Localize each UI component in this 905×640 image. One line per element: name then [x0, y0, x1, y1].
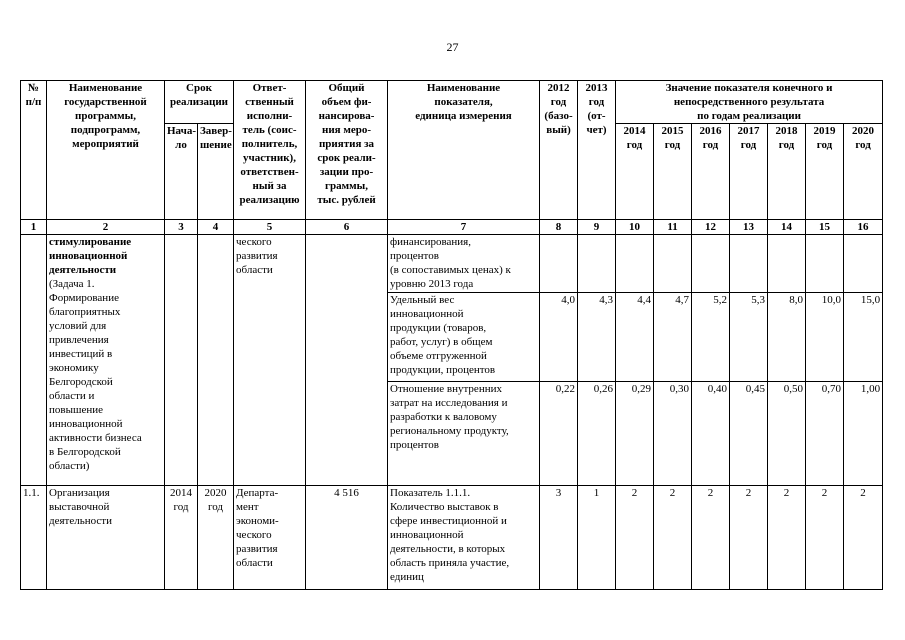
- block1-volume: [306, 235, 388, 486]
- value-cell: 0,70: [806, 382, 844, 486]
- block1-name-bold: стимулирование инновационной деятельности: [49, 236, 132, 276]
- value-cell: 1: [578, 486, 616, 590]
- header-year-2018: 2018 год: [768, 124, 806, 220]
- value-cell: [730, 235, 768, 293]
- value-cell: 2: [844, 486, 883, 590]
- column-number: 5: [234, 220, 306, 235]
- value-cell: 4,3: [578, 293, 616, 382]
- table-row: [21, 486, 883, 590]
- value-cell: 1,00: [844, 382, 883, 486]
- value-cell: 0,30: [654, 382, 692, 486]
- row-1-1-volume: 4 516: [306, 486, 388, 590]
- value-cell: 2: [806, 486, 844, 590]
- row-1-1-end: 2020 год: [198, 486, 234, 590]
- block1-name: [47, 235, 165, 486]
- block1-start: [165, 235, 198, 486]
- value-cell: [692, 235, 730, 293]
- column-number: 1: [21, 220, 47, 235]
- value-cell: [654, 235, 692, 293]
- value-cell: [806, 235, 844, 293]
- value-cell: 2: [730, 486, 768, 590]
- header-2013: 2013 год (от- чет): [578, 81, 616, 220]
- value-cell: 2: [654, 486, 692, 590]
- column-number: 12: [692, 220, 730, 235]
- header-year-2016: 2016 год: [692, 124, 730, 220]
- row-1-1-no: 1.1.: [21, 486, 47, 590]
- value-cell: 0,26: [578, 382, 616, 486]
- table-row: [21, 235, 883, 293]
- header-2012: 2012 год (базо- вый): [540, 81, 578, 220]
- column-number: 7: [388, 220, 540, 235]
- column-number: 2: [47, 220, 165, 235]
- header-volume: Общий объем фи- нансирова- ния меро- приятия за срок реали- зации про- граммы, тыс. рублей: [306, 81, 388, 220]
- value-cell: 0,50: [768, 382, 806, 486]
- value-cell: 5,3: [730, 293, 768, 382]
- header-indicator: Наименование показателя, единица измерения: [388, 81, 540, 220]
- value-cell: 15,0: [844, 293, 883, 382]
- header-term: Срок реализации: [165, 81, 234, 124]
- column-number: 16: [844, 220, 883, 235]
- row-1-1-indicator: Показатель 1.1.1. Количество выставок в сфере инвестиционной и инновационной деятельности, в которых область приняла участие, единиц: [388, 486, 540, 590]
- header-year-2015: 2015 год: [654, 124, 692, 220]
- value-cell: 8,0: [768, 293, 806, 382]
- value-cell: 0,45: [730, 382, 768, 486]
- header-responsible: Ответ- ственный исполни- тель (соис- полнитель, участник), ответствен- ный за реализацию: [234, 81, 306, 220]
- value-cell: [578, 235, 616, 293]
- column-number: 14: [768, 220, 806, 235]
- value-cell: 10,0: [806, 293, 844, 382]
- block1-no: [21, 235, 47, 486]
- header-year-2019: 2019 год: [806, 124, 844, 220]
- row-1-1-responsible: Департа- мент экономи- ческого развития области: [234, 486, 306, 590]
- block1-end: [198, 235, 234, 486]
- header-end: Завер- шение: [198, 124, 234, 220]
- column-number: 15: [806, 220, 844, 235]
- column-numbers-row: [21, 220, 883, 235]
- value-cell: [844, 235, 883, 293]
- column-number: 13: [730, 220, 768, 235]
- column-number: 8: [540, 220, 578, 235]
- program-table: [20, 80, 883, 590]
- header-name: Наименование государственной программы, подпрограмм, мероприятий: [47, 81, 165, 220]
- column-number: 9: [578, 220, 616, 235]
- header-no: № п/п: [21, 81, 47, 220]
- value-cell: 0,29: [616, 382, 654, 486]
- indicator-cell: Удельный вес инновационной продукции (товаров, работ, услуг) в общем объеме отгруженной продукции, процентов: [388, 293, 540, 382]
- value-cell: 4,7: [654, 293, 692, 382]
- header-values: Значение показателя конечного и непосредственного результата по годам реализации: [616, 81, 883, 124]
- column-number: 10: [616, 220, 654, 235]
- page-number: 27: [446, 40, 459, 54]
- column-number: 11: [654, 220, 692, 235]
- indicator-cell: финансирования, процентов (в сопоставимых ценах) к уровню 2013 года: [388, 235, 540, 293]
- value-cell: 4,0: [540, 293, 578, 382]
- header-year-2017: 2017 год: [730, 124, 768, 220]
- header-start: Нача- ло: [165, 124, 198, 220]
- value-cell: 2: [616, 486, 654, 590]
- row-1-1-name: Организация выставочной деятельности: [47, 486, 165, 590]
- value-cell: [540, 235, 578, 293]
- value-cell: 2: [768, 486, 806, 590]
- value-cell: [616, 235, 654, 293]
- value-cell: 5,2: [692, 293, 730, 382]
- value-cell: 2: [692, 486, 730, 590]
- value-cell: [768, 235, 806, 293]
- header-year-2020: 2020 год: [844, 124, 883, 220]
- row-1-1-start: 2014 год: [165, 486, 198, 590]
- header-year-2014: 2014 год: [616, 124, 654, 220]
- value-cell: 3: [540, 486, 578, 590]
- block1-name-rest: (Задача 1. Формирование благоприятных условий для привлечения инвестиций в экономику Белгородской области и повышение инновационной активности бизнеса в Белгородской области): [49, 278, 142, 472]
- column-number: 3: [165, 220, 198, 235]
- value-cell: 0,40: [692, 382, 730, 486]
- block1-responsible: ческого развития области: [234, 235, 306, 486]
- value-cell: 4,4: [616, 293, 654, 382]
- indicator-cell: Отношение внутренних затрат на исследования и разработки к валовому региональному продукту, процентов: [388, 382, 540, 486]
- column-number: 6: [306, 220, 388, 235]
- column-number: 4: [198, 220, 234, 235]
- value-cell: 0,22: [540, 382, 578, 486]
